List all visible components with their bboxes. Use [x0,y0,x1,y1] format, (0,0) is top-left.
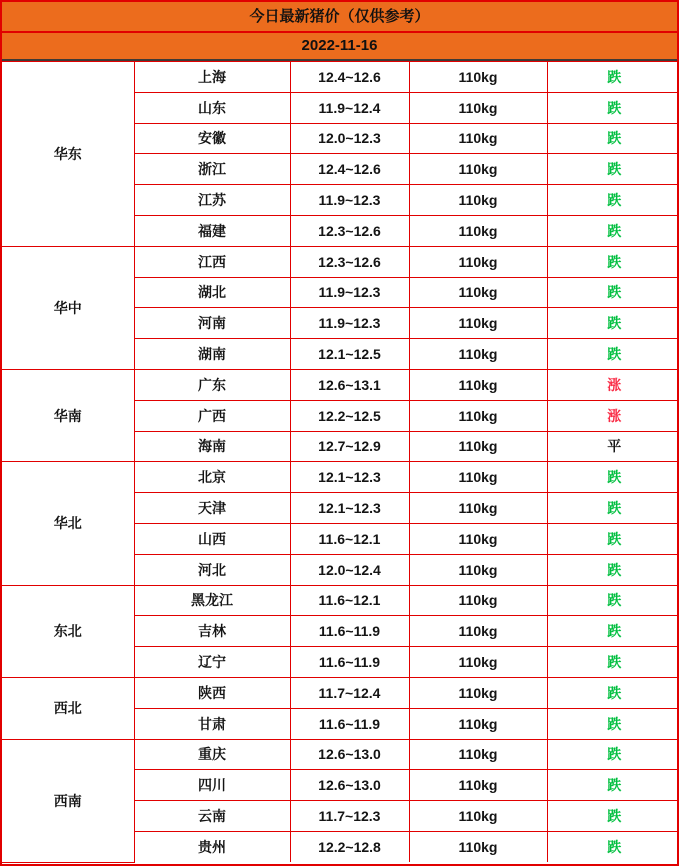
province-cell: 四川 [134,770,290,801]
province-cell: 福建 [134,215,290,246]
province-cell: 山东 [134,92,290,123]
province-cell: 甘肃 [134,708,290,739]
province-cell: 云南 [134,801,290,832]
province-cell: 河北 [134,554,290,585]
trend-cell: 平 [547,431,679,462]
date-label: 2022-11-16 [2,33,677,61]
weight-cell: 110kg [409,677,547,708]
trend-cell: 跌 [547,616,679,647]
table-row [2,739,679,770]
price-cell: 11.6~11.9 [290,616,409,647]
price-cell: 12.2~12.5 [290,400,409,431]
table-row [2,246,679,277]
price-table [2,61,679,863]
price-cell: 12.0~12.4 [290,554,409,585]
trend-cell: 涨 [547,369,679,400]
weight-cell: 110kg [409,523,547,554]
trend-cell: 跌 [547,585,679,616]
province-cell: 安徽 [134,123,290,154]
province-cell: 江西 [134,246,290,277]
trend-cell: 跌 [547,92,679,123]
province-cell: 辽宁 [134,647,290,678]
price-cell: 12.7~12.9 [290,431,409,462]
trend-cell: 跌 [547,185,679,216]
price-cell: 12.1~12.3 [290,462,409,493]
price-cell: 11.9~12.3 [290,308,409,339]
weight-cell: 110kg [409,831,547,862]
table-row [2,585,679,616]
weight-cell: 110kg [409,246,547,277]
province-cell: 湖北 [134,277,290,308]
trend-cell: 跌 [547,523,679,554]
province-cell: 贵州 [134,831,290,862]
weight-cell: 110kg [409,400,547,431]
weight-cell: 110kg [409,185,547,216]
trend-cell: 跌 [547,677,679,708]
weight-cell: 110kg [409,339,547,370]
table-row [2,369,679,400]
province-cell: 吉林 [134,616,290,647]
weight-cell: 110kg [409,431,547,462]
trend-cell: 跌 [547,462,679,493]
trend-cell: 跌 [547,770,679,801]
province-cell: 广东 [134,369,290,400]
page-title: 今日最新猪价（仅供参考） [2,2,677,33]
price-cell: 12.4~12.6 [290,62,409,93]
trend-cell: 跌 [547,246,679,277]
weight-cell: 110kg [409,708,547,739]
province-cell: 河南 [134,308,290,339]
weight-cell: 110kg [409,277,547,308]
region-cell: 西南 [2,739,134,862]
weight-cell: 110kg [409,154,547,185]
province-cell: 天津 [134,493,290,524]
weight-cell: 110kg [409,462,547,493]
price-cell: 11.9~12.3 [290,277,409,308]
price-table-body [2,62,679,863]
province-cell: 湖南 [134,339,290,370]
table-row [2,62,679,93]
weight-cell: 110kg [409,770,547,801]
price-cell: 12.3~12.6 [290,246,409,277]
weight-cell: 110kg [409,585,547,616]
price-cell: 11.7~12.3 [290,801,409,832]
weight-cell: 110kg [409,493,547,524]
price-cell: 11.6~11.9 [290,708,409,739]
region-cell: 华北 [2,462,134,585]
price-cell: 12.0~12.3 [290,123,409,154]
trend-cell: 涨 [547,400,679,431]
trend-cell: 跌 [547,339,679,370]
table-row [2,677,679,708]
region-cell: 西北 [2,677,134,739]
weight-cell: 110kg [409,215,547,246]
trend-cell: 跌 [547,708,679,739]
price-cell: 11.9~12.4 [290,92,409,123]
price-cell: 11.6~12.1 [290,523,409,554]
price-cell: 12.6~13.1 [290,369,409,400]
province-cell: 上海 [134,62,290,93]
trend-cell: 跌 [547,62,679,93]
price-cell: 12.6~13.0 [290,739,409,770]
price-cell: 12.6~13.0 [290,770,409,801]
weight-cell: 110kg [409,616,547,647]
province-cell: 北京 [134,462,290,493]
trend-cell: 跌 [547,493,679,524]
province-cell: 浙江 [134,154,290,185]
weight-cell: 110kg [409,92,547,123]
price-cell: 11.6~11.9 [290,647,409,678]
price-cell: 11.9~12.3 [290,185,409,216]
trend-cell: 跌 [547,154,679,185]
province-cell: 山西 [134,523,290,554]
trend-cell: 跌 [547,123,679,154]
region-cell: 东北 [2,585,134,677]
trend-cell: 跌 [547,277,679,308]
price-cell: 12.4~12.6 [290,154,409,185]
price-cell: 12.1~12.5 [290,339,409,370]
region-cell: 华中 [2,246,134,369]
region-cell: 华南 [2,369,134,461]
trend-cell: 跌 [547,831,679,862]
price-cell: 11.6~12.1 [290,585,409,616]
trend-cell: 跌 [547,801,679,832]
table-row [2,462,679,493]
region-cell: 华东 [2,62,134,247]
trend-cell: 跌 [547,554,679,585]
weight-cell: 110kg [409,369,547,400]
trend-cell: 跌 [547,739,679,770]
weight-cell: 110kg [409,739,547,770]
province-cell: 广西 [134,400,290,431]
province-cell: 重庆 [134,739,290,770]
weight-cell: 110kg [409,123,547,154]
price-cell: 12.1~12.3 [290,493,409,524]
weight-cell: 110kg [409,554,547,585]
weight-cell: 110kg [409,647,547,678]
trend-cell: 跌 [547,308,679,339]
weight-cell: 110kg [409,801,547,832]
price-cell: 12.3~12.6 [290,215,409,246]
province-cell: 黑龙江 [134,585,290,616]
province-cell: 陕西 [134,677,290,708]
weight-cell: 110kg [409,308,547,339]
price-cell: 12.2~12.8 [290,831,409,862]
price-cell: 11.7~12.4 [290,677,409,708]
province-cell: 江苏 [134,185,290,216]
trend-cell: 跌 [547,647,679,678]
trend-cell: 跌 [547,215,679,246]
province-cell: 海南 [134,431,290,462]
weight-cell: 110kg [409,62,547,93]
